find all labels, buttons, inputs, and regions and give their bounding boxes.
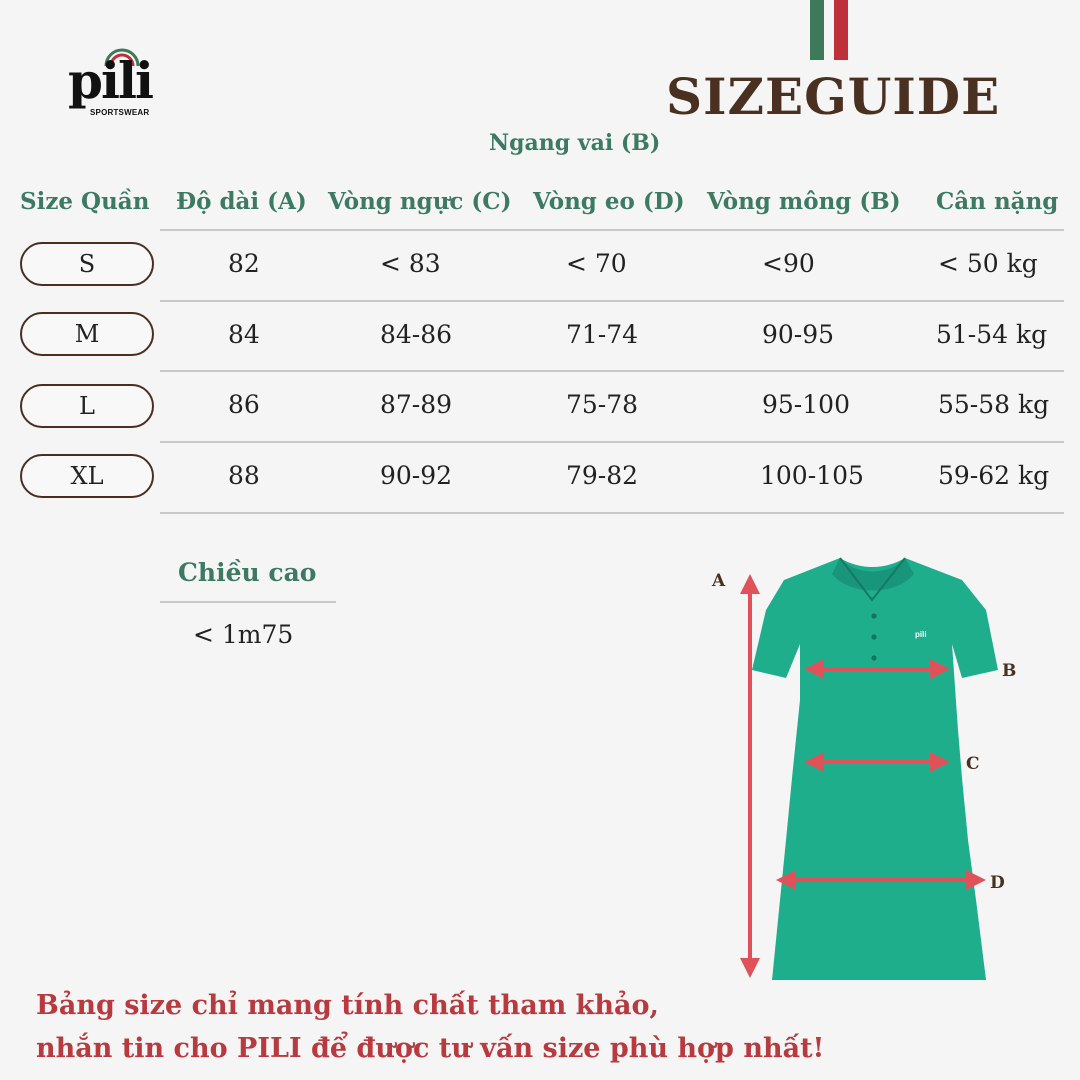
cell-chest: 90-92 [380, 461, 453, 490]
dress-diagram [700, 540, 1040, 990]
cell-weight: 55-58 kg [938, 390, 1050, 419]
header-waist: Vòng eo (D) [533, 188, 685, 215]
note-line-1: Bảng size chỉ mang tính chất tham khảo, [36, 990, 659, 1021]
flag-white [824, 0, 834, 60]
cell-waist: 75-78 [566, 390, 639, 419]
size-pill-m: M [20, 312, 154, 356]
cell-chest: 84-86 [380, 320, 453, 349]
subheading: Ngang vai (B) [489, 130, 661, 156]
cell-weight: 51-54 kg [936, 320, 1048, 349]
height-value: < 1m75 [193, 620, 294, 649]
cell-weight: < 50 kg [938, 249, 1038, 278]
cell-hip: 95-100 [762, 390, 850, 419]
cell-length: 88 [228, 461, 260, 490]
note-line-2: nhắn tin cho PILI để được tư vấn size phù hợp nhất! [36, 1033, 825, 1064]
size-pill-l: L [20, 384, 154, 428]
cell-length: 86 [228, 390, 260, 419]
header-hip: Vòng mông (B) [707, 188, 901, 215]
cell-chest: 87-89 [380, 390, 453, 419]
size-pill-s: S [20, 242, 154, 286]
cell-length: 84 [228, 320, 260, 349]
label-c: C [966, 754, 980, 774]
shirt-logo: pili [915, 630, 927, 639]
row-divider [160, 370, 1064, 372]
label-b: B [1002, 661, 1017, 681]
cell-length: 82 [228, 249, 260, 278]
label-a: A [712, 571, 726, 591]
header-length: Độ dài (A) [176, 188, 307, 215]
brand-name: pili [68, 51, 152, 110]
label-d: D [990, 873, 1005, 893]
page-title: SIZEGUIDE [666, 67, 1001, 126]
flag-red [834, 0, 848, 60]
row-divider [160, 229, 1064, 231]
header-weight: Cân nặng [936, 188, 1059, 215]
cell-hip: 100-105 [760, 461, 864, 490]
size-pill-xl: XL [20, 454, 154, 498]
header-chest: Vòng ngực (C) [328, 188, 512, 215]
cell-waist: 71-74 [566, 320, 639, 349]
cell-hip: <90 [762, 249, 815, 278]
dress-illustration [752, 558, 998, 980]
row-divider [160, 441, 1064, 443]
flag-green [810, 0, 824, 60]
cell-waist: < 70 [566, 249, 627, 278]
row-divider [160, 300, 1064, 302]
row-divider [160, 512, 1064, 514]
brand-logo [68, 48, 168, 128]
cell-chest: < 83 [380, 249, 441, 278]
height-divider [160, 601, 336, 603]
height-label: Chiều cao [178, 558, 317, 587]
cell-hip: 90-95 [762, 320, 835, 349]
cell-waist: 79-82 [566, 461, 639, 490]
cell-weight: 59-62 kg [938, 461, 1050, 490]
flag-stripe [810, 0, 854, 60]
header-size: Size Quần [20, 188, 150, 215]
brand-tagline: SPORTSWEAR [90, 108, 150, 117]
